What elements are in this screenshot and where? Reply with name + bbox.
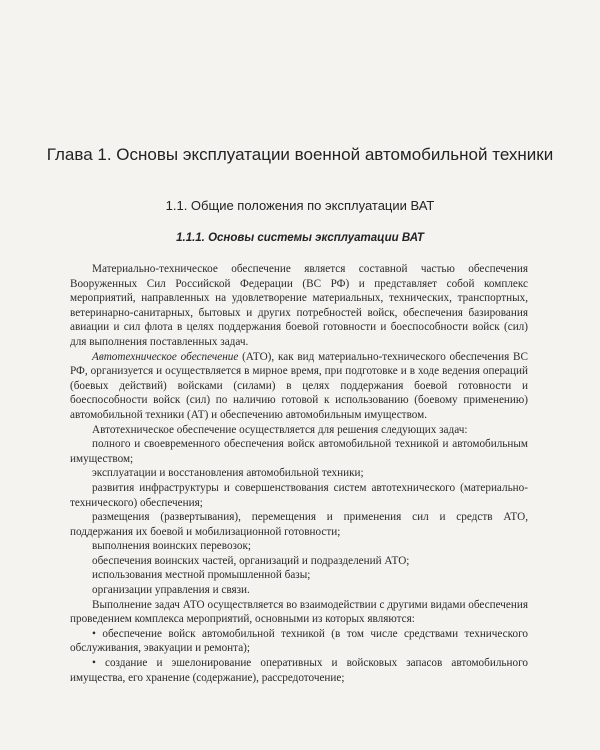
chapter-title: Глава 1. Основы эксплуатации военной автомобильной техники [46, 145, 554, 164]
bullet-item: • обеспечение войск автомобильной техникой (в том числе средствами технического обслуживания, эвакуации и ремонта); [70, 627, 528, 655]
paragraph-text: (АТО), как вид материально-технического обеспечения ВС РФ, организуется и осуществляется в мирное время, при подготовке и в ходе ведения операций (боевых действий) войсками (силами) в целях поддержания боевой готовности и боеспособности войск (сил) по наличию готовой к использованию (боевому применению) автомобильной техники (АТ) и обеспечению автомобильным имуществом. [70, 350, 528, 421]
paragraph: Выполнение задач АТО осуществляется во взаимодействии с другими видами обеспечения проведением комплекса мероприятий, основными из которых являются: [70, 598, 528, 626]
list-item: эксплуатации и восстановления автомобильной техники; [92, 467, 364, 480]
bullet-item: • создание и эшелонирование оперативных и войсковых запасов автомобильного имущества, его хранение (содержание), рассредоточение; [70, 657, 528, 684]
list-item: полного и своевременного обеспечения войск автомобильной техникой и автомобильным имуществом; [70, 438, 528, 465]
defined-term: Автотехническое обеспечение [92, 350, 239, 363]
paragraph: Материально-техническое обеспечение является составной частью обеспечения Вооруженных Сил Российской Федерации (ВС РФ) и представляет собой комплекс мероприятий, направленных на удовлетворение материальных, технических, транспортных, ветеринарно-санитарных, бытовых и других потребностей войск, обеспечения базирования авиации и сил флота в целях поддержания боевой готовности и боеспособности войск (сил) для выполнения поставленных задач. [70, 263, 528, 348]
body-text [70, 262, 528, 685]
paragraph: Автотехническое обеспечение осуществляется для решения следующих задач: [92, 423, 468, 436]
list-item: развития инфраструктуры и совершенствования систем автотехнического (материально-технического) обеспечения; [70, 481, 528, 509]
list-item: использования местной промышленной базы; [92, 569, 311, 582]
list-item: выполнения воинских перевозок; [92, 540, 252, 553]
list-item: обеспечения воинских частей, организаций и подразделений АТО; [92, 554, 410, 567]
subsection-title: 1.1.1. Основы системы эксплуатации ВАТ [176, 232, 424, 244]
list-item: размещения (развертывания), перемещения и применения сил и средств АТО, поддержания их боевой и мобилизационной готовности; [70, 511, 528, 538]
list-item: организации управления и связи. [92, 584, 250, 597]
paragraph [70, 350, 528, 423]
section-title: 1.1. Общие положения по эксплуатации ВАТ [165, 198, 435, 213]
